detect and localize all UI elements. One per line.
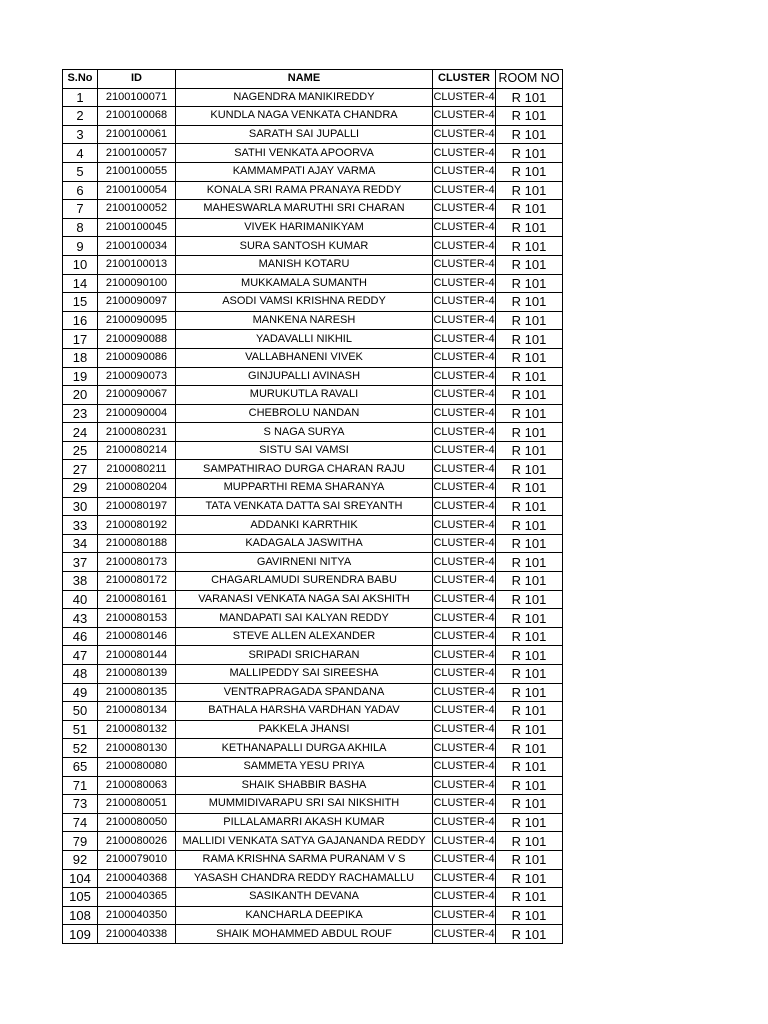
table-row: [63, 144, 563, 163]
cell-name: MUKKAMALA SUMANTH: [176, 274, 433, 293]
cell-id: 2100100054: [98, 181, 176, 200]
cell-room-no: R 101: [496, 702, 563, 721]
cell-name: SASIKANTH DEVANA: [176, 888, 433, 907]
cell-id: 2100080026: [98, 832, 176, 851]
cell-sno: 71: [63, 776, 98, 795]
cell-id: 2100090097: [98, 293, 176, 312]
cell-room-no: R 101: [496, 609, 563, 628]
cell-sno: 27: [63, 460, 98, 479]
table-row: [63, 293, 563, 312]
cell-cluster: CLUSTER-4: [433, 906, 496, 925]
cell-sno: 17: [63, 330, 98, 349]
cell-name: MANDAPATI SAI KALYAN REDDY: [176, 609, 433, 628]
cell-sno: 20: [63, 386, 98, 405]
table-row: [63, 330, 563, 349]
cell-sno: 51: [63, 720, 98, 739]
cell-room-no: R 101: [496, 460, 563, 479]
cell-room-no: R 101: [496, 367, 563, 386]
cell-id: 2100040350: [98, 906, 176, 925]
cell-sno: 79: [63, 832, 98, 851]
cell-sno: 50: [63, 702, 98, 721]
cell-sno: 16: [63, 311, 98, 330]
table-row: [63, 367, 563, 386]
cell-sno: 73: [63, 795, 98, 814]
cell-sno: 65: [63, 757, 98, 776]
cell-id: 2100080051: [98, 795, 176, 814]
cell-cluster: CLUSTER-4: [433, 720, 496, 739]
cell-name: SHAIK SHABBIR BASHA: [176, 776, 433, 795]
cell-sno: 18: [63, 348, 98, 367]
cell-id: 2100090067: [98, 386, 176, 405]
cell-name: SAMMETA YESU PRIYA: [176, 757, 433, 776]
table-row: [63, 572, 563, 591]
cell-cluster: CLUSTER-4: [433, 181, 496, 200]
cell-sno: 5: [63, 162, 98, 181]
cell-name: KUNDLA NAGA VENKATA CHANDRA: [176, 107, 433, 126]
table-body: [63, 88, 563, 943]
cell-id: 2100080188: [98, 534, 176, 553]
cell-id: 2100090088: [98, 330, 176, 349]
cell-name: VIVEK HARIMANIKYAM: [176, 218, 433, 237]
cell-room-no: R 101: [496, 813, 563, 832]
table-row: [63, 274, 563, 293]
cell-name: YADAVALLI NIKHIL: [176, 330, 433, 349]
cell-room-no: R 101: [496, 553, 563, 572]
cell-cluster: CLUSTER-4: [433, 665, 496, 684]
cell-sno: 43: [63, 609, 98, 628]
cell-id: 2100100061: [98, 125, 176, 144]
cell-id: 2100100052: [98, 200, 176, 219]
cell-name: SISTU SAI VAMSI: [176, 441, 433, 460]
table-row: [63, 646, 563, 665]
cell-cluster: CLUSTER-4: [433, 237, 496, 256]
cell-id: 2100090095: [98, 311, 176, 330]
cell-id: 2100080197: [98, 497, 176, 516]
table-row: [63, 590, 563, 609]
cell-cluster: CLUSTER-4: [433, 757, 496, 776]
cell-cluster: CLUSTER-4: [433, 609, 496, 628]
cell-name: SRIPADI SRICHARAN: [176, 646, 433, 665]
cell-cluster: CLUSTER-4: [433, 776, 496, 795]
cell-sno: 2: [63, 107, 98, 126]
table-row: [63, 757, 563, 776]
cell-room-no: R 101: [496, 683, 563, 702]
cell-cluster: CLUSTER-4: [433, 795, 496, 814]
cell-room-no: R 101: [496, 832, 563, 851]
cell-id: 2100090073: [98, 367, 176, 386]
cell-name: KAMMAMPATI AJAY VARMA: [176, 162, 433, 181]
cell-sno: 19: [63, 367, 98, 386]
cell-name: SARATH SAI JUPALLI: [176, 125, 433, 144]
table-row: [63, 200, 563, 219]
cell-sno: 52: [63, 739, 98, 758]
table-row: [63, 702, 563, 721]
cell-sno: 105: [63, 888, 98, 907]
cell-sno: 30: [63, 497, 98, 516]
cell-cluster: CLUSTER-4: [433, 88, 496, 107]
cell-room-no: R 101: [496, 181, 563, 200]
table-row: [63, 125, 563, 144]
table-row: [63, 311, 563, 330]
table-row: [63, 255, 563, 274]
cell-id: 2100090100: [98, 274, 176, 293]
cell-name: VALLABHANENI VIVEK: [176, 348, 433, 367]
header-sno: S.No: [63, 70, 98, 89]
cell-sno: 3: [63, 125, 98, 144]
cell-cluster: CLUSTER-4: [433, 832, 496, 851]
cell-room-no: R 101: [496, 757, 563, 776]
cell-cluster: CLUSTER-4: [433, 627, 496, 646]
cell-id: 2100090004: [98, 404, 176, 423]
cell-name: KETHANAPALLI DURGA AKHILA: [176, 739, 433, 758]
cell-id: 2100100045: [98, 218, 176, 237]
table-header-row: [63, 70, 563, 89]
cell-cluster: CLUSTER-4: [433, 255, 496, 274]
cell-room-no: R 101: [496, 125, 563, 144]
cell-name: GINJUPALLI AVINASH: [176, 367, 433, 386]
cell-room-no: R 101: [496, 497, 563, 516]
cell-room-no: R 101: [496, 720, 563, 739]
cell-cluster: CLUSTER-4: [433, 516, 496, 535]
table-row: [63, 88, 563, 107]
cell-id: 2100040365: [98, 888, 176, 907]
cell-id: 2100080231: [98, 423, 176, 442]
cell-cluster: CLUSTER-4: [433, 572, 496, 591]
table-row: [63, 906, 563, 925]
table-row: [63, 925, 563, 944]
cell-sno: 1: [63, 88, 98, 107]
cell-id: 2100080130: [98, 739, 176, 758]
table-row: [63, 479, 563, 498]
cell-cluster: CLUSTER-4: [433, 367, 496, 386]
cell-id: 2100080192: [98, 516, 176, 535]
cell-name: MANISH KOTARU: [176, 255, 433, 274]
cell-cluster: CLUSTER-4: [433, 646, 496, 665]
cell-id: 2100040338: [98, 925, 176, 944]
cell-id: 2100080063: [98, 776, 176, 795]
cell-name: STEVE ALLEN ALEXANDER: [176, 627, 433, 646]
cell-name: KADAGALA JASWITHA: [176, 534, 433, 553]
cell-room-no: R 101: [496, 88, 563, 107]
cell-room-no: R 101: [496, 776, 563, 795]
table-row: [63, 534, 563, 553]
cell-room-no: R 101: [496, 479, 563, 498]
cell-room-no: R 101: [496, 590, 563, 609]
table-row: [63, 720, 563, 739]
cell-sno: 108: [63, 906, 98, 925]
cell-name: PILLALAMARRI AKASH KUMAR: [176, 813, 433, 832]
cell-sno: 15: [63, 293, 98, 312]
cell-id: 2100080204: [98, 479, 176, 498]
cell-sno: 40: [63, 590, 98, 609]
table-row: [63, 423, 563, 442]
cell-sno: 47: [63, 646, 98, 665]
cell-name: MALLIDI VENKATA SATYA GAJANANDA REDDY: [176, 832, 433, 851]
cell-id: 2100080144: [98, 646, 176, 665]
table-row: [63, 553, 563, 572]
cell-room-no: R 101: [496, 627, 563, 646]
cell-name: NAGENDRA MANIKIREDDY: [176, 88, 433, 107]
cell-cluster: CLUSTER-4: [433, 460, 496, 479]
cell-cluster: CLUSTER-4: [433, 479, 496, 498]
cell-cluster: CLUSTER-4: [433, 330, 496, 349]
cell-name: MUPPARTHI REMA SHARANYA: [176, 479, 433, 498]
cell-name: KANCHARLA DEEPIKA: [176, 906, 433, 925]
cell-cluster: CLUSTER-4: [433, 739, 496, 758]
cell-sno: 25: [63, 441, 98, 460]
table-row: [63, 795, 563, 814]
room-allocation-sheet: [62, 69, 563, 944]
table-row: [63, 850, 563, 869]
cell-room-no: R 101: [496, 534, 563, 553]
cell-id: 2100090086: [98, 348, 176, 367]
table-row: [63, 237, 563, 256]
table-row: [63, 516, 563, 535]
cell-sno: 14: [63, 274, 98, 293]
cell-room-no: R 101: [496, 293, 563, 312]
table-row: [63, 404, 563, 423]
cell-sno: 10: [63, 255, 98, 274]
table-row: [63, 665, 563, 684]
table-row: [63, 386, 563, 405]
cell-sno: 7: [63, 200, 98, 219]
cell-name: TATA VENKATA DATTA SAI SREYANTH: [176, 497, 433, 516]
cell-name: MANKENA NARESH: [176, 311, 433, 330]
cell-cluster: CLUSTER-4: [433, 925, 496, 944]
cell-room-no: R 101: [496, 516, 563, 535]
cell-id: 2100100013: [98, 255, 176, 274]
cell-room-no: R 101: [496, 237, 563, 256]
table-row: [63, 609, 563, 628]
cell-sno: 24: [63, 423, 98, 442]
cell-room-no: R 101: [496, 739, 563, 758]
cell-sno: 4: [63, 144, 98, 163]
cell-room-no: R 101: [496, 144, 563, 163]
table-row: [63, 869, 563, 888]
cell-name: SAMPATHIRAO DURGA CHARAN RAJU: [176, 460, 433, 479]
cell-cluster: CLUSTER-4: [433, 497, 496, 516]
cell-id: 2100080153: [98, 609, 176, 628]
cell-id: 2100080050: [98, 813, 176, 832]
cell-name: CHEBROLU NANDAN: [176, 404, 433, 423]
cell-sno: 34: [63, 534, 98, 553]
cell-name: MAHESWARLA MARUTHI SRI CHARAN: [176, 200, 433, 219]
cell-cluster: CLUSTER-4: [433, 125, 496, 144]
cell-cluster: CLUSTER-4: [433, 404, 496, 423]
cell-id: 2100100034: [98, 237, 176, 256]
cell-id: 2100080135: [98, 683, 176, 702]
cell-id: 2100040368: [98, 869, 176, 888]
cell-name: SHAIK MOHAMMED ABDUL ROUF: [176, 925, 433, 944]
cell-name: SATHI VENKATA APOORVA: [176, 144, 433, 163]
cell-sno: 37: [63, 553, 98, 572]
cell-name: MUMMIDIVARAPU SRI SAI NIKSHITH: [176, 795, 433, 814]
cell-name: RAMA KRISHNA SARMA PURANAM V S: [176, 850, 433, 869]
cell-cluster: CLUSTER-4: [433, 144, 496, 163]
cell-name: GAVIRNENI NITYA: [176, 553, 433, 572]
room-allocation-table: [62, 69, 563, 944]
cell-cluster: CLUSTER-4: [433, 162, 496, 181]
header-cluster: CLUSTER: [433, 70, 496, 89]
header-name: NAME: [176, 70, 433, 89]
cell-id: 2100079010: [98, 850, 176, 869]
cell-cluster: CLUSTER-4: [433, 274, 496, 293]
cell-name: PAKKELA JHANSI: [176, 720, 433, 739]
table-row: [63, 441, 563, 460]
cell-name: SURA SANTOSH KUMAR: [176, 237, 433, 256]
table-row: [63, 739, 563, 758]
cell-room-no: R 101: [496, 646, 563, 665]
cell-name: YASASH CHANDRA REDDY RACHAMALLU: [176, 869, 433, 888]
cell-name: S NAGA SURYA: [176, 423, 433, 442]
cell-room-no: R 101: [496, 200, 563, 219]
cell-sno: 104: [63, 869, 98, 888]
cell-room-no: R 101: [496, 795, 563, 814]
header-id: ID: [98, 70, 176, 89]
cell-id: 2100080146: [98, 627, 176, 646]
cell-sno: 23: [63, 404, 98, 423]
cell-name: MURUKUTLA RAVALI: [176, 386, 433, 405]
cell-cluster: CLUSTER-4: [433, 813, 496, 832]
cell-room-no: R 101: [496, 274, 563, 293]
cell-room-no: R 101: [496, 404, 563, 423]
cell-sno: 48: [63, 665, 98, 684]
cell-room-no: R 101: [496, 888, 563, 907]
cell-id: 2100080172: [98, 572, 176, 591]
cell-id: 2100100057: [98, 144, 176, 163]
cell-room-no: R 101: [496, 255, 563, 274]
cell-room-no: R 101: [496, 869, 563, 888]
cell-room-no: R 101: [496, 423, 563, 442]
cell-id: 2100080080: [98, 757, 176, 776]
cell-id: 2100080132: [98, 720, 176, 739]
cell-id: 2100080161: [98, 590, 176, 609]
cell-name: VARANASI VENKATA NAGA SAI AKSHITH: [176, 590, 433, 609]
table-row: [63, 181, 563, 200]
cell-sno: 92: [63, 850, 98, 869]
cell-room-no: R 101: [496, 665, 563, 684]
table-row: [63, 218, 563, 237]
cell-sno: 9: [63, 237, 98, 256]
cell-cluster: CLUSTER-4: [433, 200, 496, 219]
cell-cluster: CLUSTER-4: [433, 534, 496, 553]
cell-sno: 109: [63, 925, 98, 944]
cell-cluster: CLUSTER-4: [433, 293, 496, 312]
cell-cluster: CLUSTER-4: [433, 348, 496, 367]
cell-id: 2100100068: [98, 107, 176, 126]
cell-room-no: R 101: [496, 218, 563, 237]
cell-room-no: R 101: [496, 906, 563, 925]
cell-name: MALLIPEDDY SAI SIREESHA: [176, 665, 433, 684]
cell-id: 2100080211: [98, 460, 176, 479]
table-row: [63, 888, 563, 907]
cell-room-no: R 101: [496, 386, 563, 405]
cell-name: VENTRAPRAGADA SPANDANA: [176, 683, 433, 702]
cell-cluster: CLUSTER-4: [433, 702, 496, 721]
cell-cluster: CLUSTER-4: [433, 869, 496, 888]
cell-cluster: CLUSTER-4: [433, 386, 496, 405]
cell-cluster: CLUSTER-4: [433, 850, 496, 869]
cell-name: ASODI VAMSI KRISHNA REDDY: [176, 293, 433, 312]
cell-cluster: CLUSTER-4: [433, 683, 496, 702]
cell-room-no: R 101: [496, 850, 563, 869]
cell-room-no: R 101: [496, 348, 563, 367]
cell-id: 2100080214: [98, 441, 176, 460]
table-row: [63, 107, 563, 126]
header-room-no: ROOM NO: [496, 70, 563, 89]
cell-id: 2100100071: [98, 88, 176, 107]
cell-cluster: CLUSTER-4: [433, 441, 496, 460]
cell-name: KONALA SRI RAMA PRANAYA REDDY: [176, 181, 433, 200]
cell-id: 2100080139: [98, 665, 176, 684]
table-row: [63, 683, 563, 702]
cell-cluster: CLUSTER-4: [433, 311, 496, 330]
cell-cluster: CLUSTER-4: [433, 553, 496, 572]
cell-cluster: CLUSTER-4: [433, 218, 496, 237]
cell-sno: 8: [63, 218, 98, 237]
cell-room-no: R 101: [496, 107, 563, 126]
cell-room-no: R 101: [496, 441, 563, 460]
table-row: [63, 162, 563, 181]
cell-sno: 33: [63, 516, 98, 535]
cell-room-no: R 101: [496, 311, 563, 330]
cell-id: 2100080173: [98, 553, 176, 572]
cell-id: 2100080134: [98, 702, 176, 721]
table-row: [63, 776, 563, 795]
cell-sno: 38: [63, 572, 98, 591]
cell-room-no: R 101: [496, 572, 563, 591]
cell-sno: 29: [63, 479, 98, 498]
table-row: [63, 627, 563, 646]
cell-sno: 46: [63, 627, 98, 646]
cell-cluster: CLUSTER-4: [433, 888, 496, 907]
cell-name: ADDANKI KARRTHIK: [176, 516, 433, 535]
cell-id: 2100100055: [98, 162, 176, 181]
table-row: [63, 348, 563, 367]
cell-room-no: R 101: [496, 162, 563, 181]
cell-sno: 74: [63, 813, 98, 832]
cell-cluster: CLUSTER-4: [433, 107, 496, 126]
cell-room-no: R 101: [496, 330, 563, 349]
cell-sno: 6: [63, 181, 98, 200]
cell-name: CHAGARLAMUDI SURENDRA BABU: [176, 572, 433, 591]
cell-cluster: CLUSTER-4: [433, 590, 496, 609]
cell-cluster: CLUSTER-4: [433, 423, 496, 442]
table-row: [63, 832, 563, 851]
cell-room-no: R 101: [496, 925, 563, 944]
table-row: [63, 497, 563, 516]
table-row: [63, 813, 563, 832]
cell-sno: 49: [63, 683, 98, 702]
cell-name: BATHALA HARSHA VARDHAN YADAV: [176, 702, 433, 721]
table-row: [63, 460, 563, 479]
